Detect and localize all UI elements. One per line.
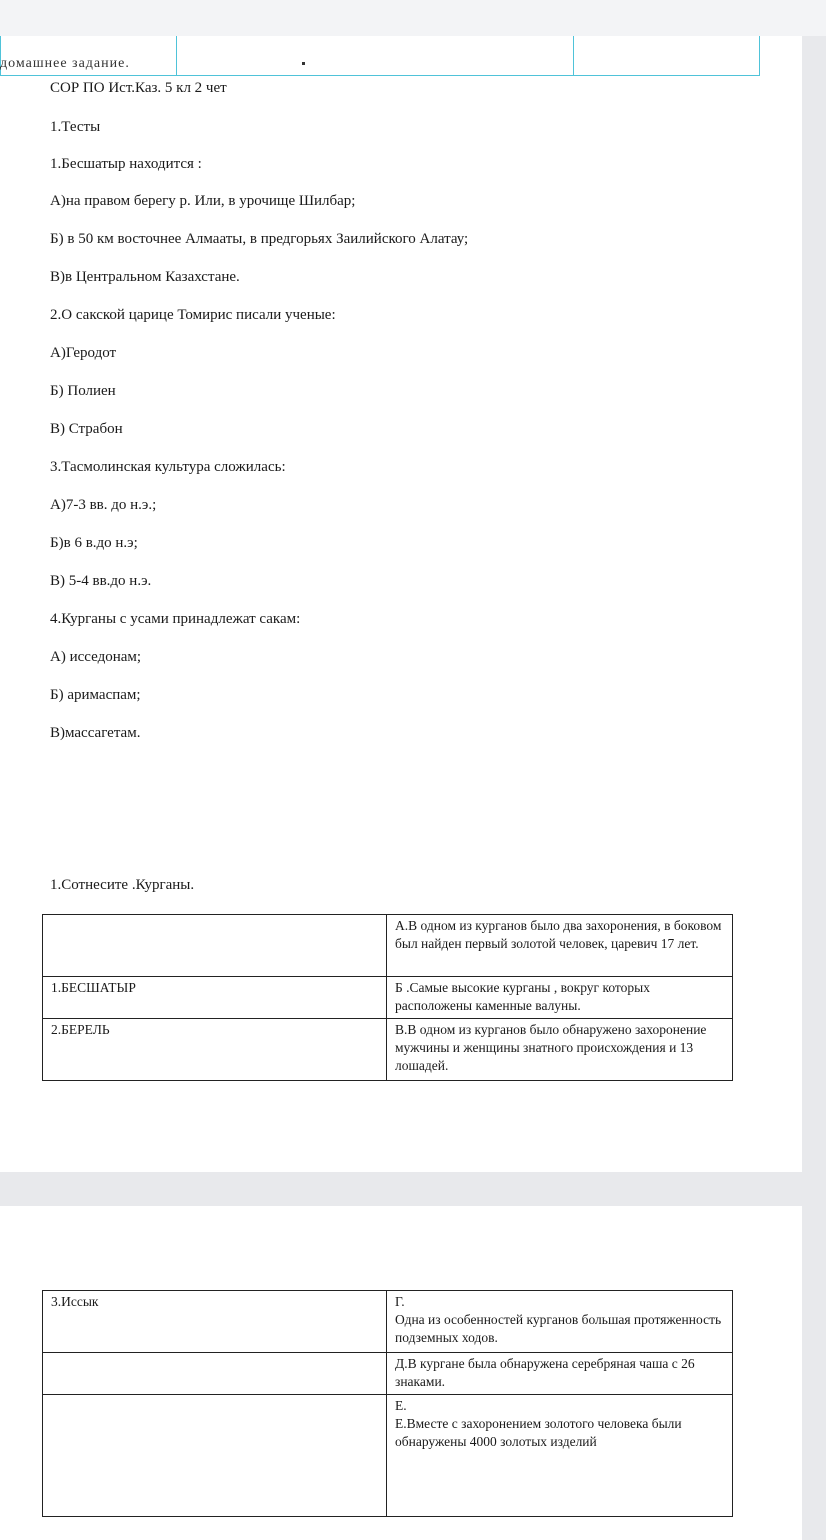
question-1: 1.Бесшатыр находится :	[50, 156, 202, 172]
answer-1b: Б) в 50 км восточнее Алмааты, в предгорьях Заилийского Алатау;	[50, 231, 469, 247]
section-tests-heading: 1.Тесты	[50, 119, 101, 135]
table-dot	[302, 62, 305, 65]
table-cell-left	[43, 1395, 387, 1517]
answer-3a: А)7-3 вв. до н.э.;	[50, 497, 157, 513]
section-match-heading: 1.Сотнесите .Курганы.	[50, 877, 195, 893]
header-fragment-text: домашнее задание.	[0, 56, 130, 71]
question-3: 3.Тасмолинская культура сложилась:	[50, 459, 286, 475]
question-2: 2.О сакской царице Томирис писали ученые:	[50, 307, 336, 323]
table-cell-left: 2.БЕРЕЛЬ	[43, 1019, 387, 1081]
answer-4a: А) исседонам;	[50, 649, 142, 665]
answer-1a: А)на правом берегу р. Или, в урочище Шилбар;	[50, 193, 356, 209]
table-cell-right: Б .Самые высокие курганы , вокруг которых расположены каменные валуны.	[387, 977, 733, 1019]
doc-title: СОР ПО Ист.Каз. 5 кл 2 чет	[50, 80, 227, 96]
table-cell-left	[43, 915, 387, 977]
matching-table-2	[42, 1290, 733, 1517]
answer-1c: В)в Центральном Казахстане.	[50, 269, 240, 285]
table-cell-left: 3.Иссык	[43, 1291, 387, 1353]
table-cell-right: Д.В кургане была обнаружена серебряная чаша с 26 знаками.	[387, 1353, 733, 1395]
table-row	[43, 977, 733, 1019]
table-row	[43, 915, 733, 977]
table-cell-left	[43, 1353, 387, 1395]
answer-2b: Б) Полиен	[50, 383, 116, 399]
table-row	[43, 1395, 733, 1517]
answer-4c: В)массагетам.	[50, 725, 141, 741]
table-row	[43, 1353, 733, 1395]
answer-3b: Б)в 6 в.до н.э;	[50, 535, 138, 551]
table-cell-right: В.В одном из курганов было обнаружено захоронение мужчины и женщины знатного происхождения и 13 лошадей.	[387, 1019, 733, 1081]
answer-2c: В) Страбон	[50, 421, 123, 437]
table-row	[43, 1019, 733, 1081]
viewer-top-bar	[0, 0, 826, 36]
table-cell-right: А.В одном из курганов было два захоронения, в боковом был найден первый золотой человек, царевич 17 лет.	[387, 915, 733, 977]
answer-2a: А)Геродот	[50, 345, 117, 361]
question-4: 4.Курганы с усами принадлежат сакам:	[50, 611, 301, 627]
document-page-2	[0, 1206, 802, 1540]
matching-table-1	[42, 914, 733, 1081]
viewer-scroll-gutter	[802, 36, 826, 1540]
table-row	[43, 1291, 733, 1353]
table-cell-right: Г. Одна из особенностей курганов большая протяженность подземных ходов.	[387, 1291, 733, 1353]
document-page-1	[0, 36, 802, 1172]
answer-3c: В) 5-4 вв.до н.э.	[50, 573, 152, 589]
table-cell-left: 1.БЕСШАТЫР	[43, 977, 387, 1019]
answer-4b: Б) аримаспам;	[50, 687, 141, 703]
table-cell-right: Е. Е.Вместе с захоронением золотого человека были обнаружены 4000 золотых изделий	[387, 1395, 733, 1517]
